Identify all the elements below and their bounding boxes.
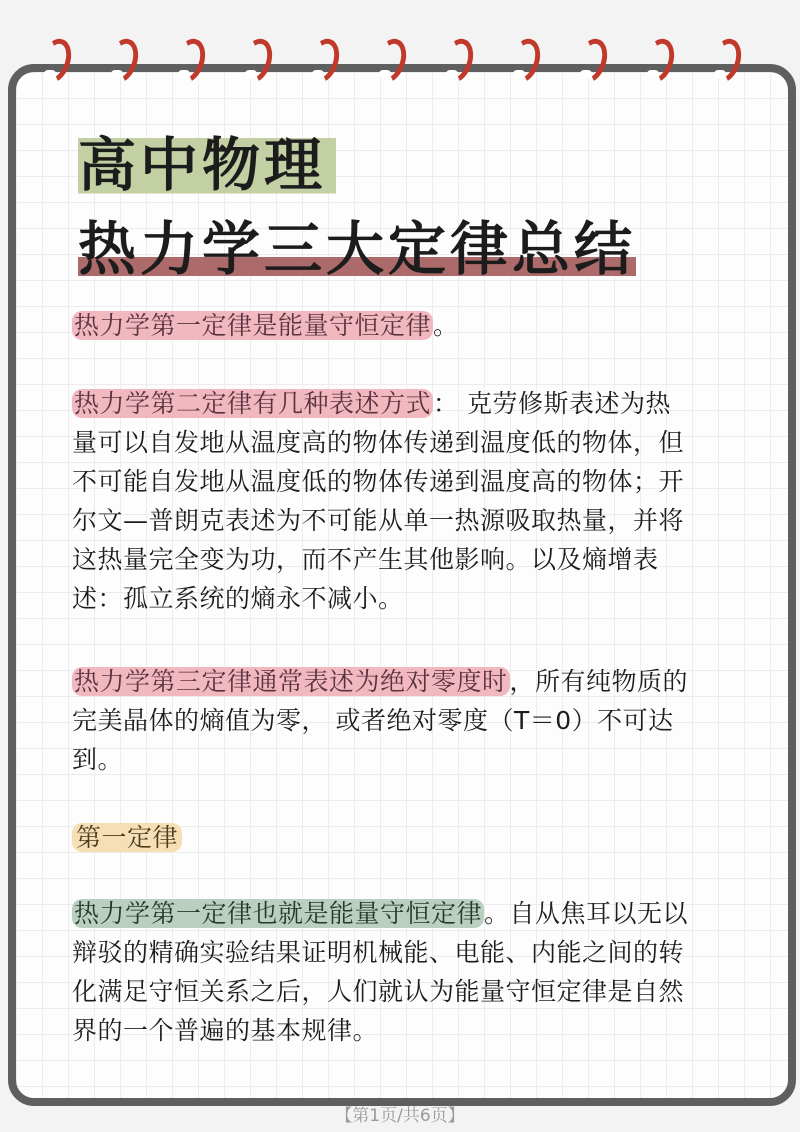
title-line-2 (78, 202, 636, 286)
text-line: ，所有纯物质的 (509, 667, 689, 696)
highlight-text: 热力学第三定律通常表述为绝对零度时 (74, 667, 508, 696)
text: 。 (433, 311, 459, 340)
highlight-text: 热力学第一定律也就是能量守恒定律 (74, 899, 483, 928)
highlight-text: 热力学第一定律是能量守恒定律 (74, 311, 432, 340)
text-line: 界的一个普遍的基本规律。 (72, 1016, 379, 1045)
text-line: 。自从焦耳以无以 (484, 899, 689, 928)
page-indicator: 【第1页/共6页】 (335, 1106, 465, 1126)
title-line-1 (78, 118, 336, 202)
text-line: 尔文—普朗克表述为不可能从单一热源吸取热量，并将 (72, 506, 685, 535)
highlight-text: 热力学第二定律有几种表述方式 (74, 389, 432, 418)
paragraph-first-law-detail (72, 894, 688, 1050)
text-line: 化满足守恒关系之后，人们就认为能量守恒定律是自然 (72, 977, 685, 1006)
paragraph-first-law-summary (72, 306, 459, 345)
heading-first-law: 第一定律 (72, 823, 182, 852)
text-line: 辩驳的精确实验结果证明机械能、电能、内能之间的转 (72, 938, 685, 967)
paragraph-third-law (72, 662, 688, 779)
section-heading (72, 818, 182, 857)
paragraph-second-law (72, 384, 684, 618)
text-line: 完美晶体的熵值为零， 或者绝对零度（T＝0）不可达 (72, 706, 674, 735)
text-line: 到。 (72, 745, 124, 774)
title-subject: 高中物理 (78, 131, 336, 199)
text-line: ： 克劳修斯表述为热 (433, 389, 671, 418)
text-line: 量可以自发地从温度高的物体传递到温度低的物体，但 (72, 428, 685, 457)
title-topic: 热力学三大定律总结 (78, 215, 637, 283)
text-line: 这热量完全变为功，而不产生其他影响。以及熵增表 (72, 545, 659, 574)
text-line: 述：孤立系统的熵永不减小。 (72, 584, 404, 613)
text-line: 不可能自发地从温度低的物体传递到温度高的物体；开 (72, 467, 685, 496)
